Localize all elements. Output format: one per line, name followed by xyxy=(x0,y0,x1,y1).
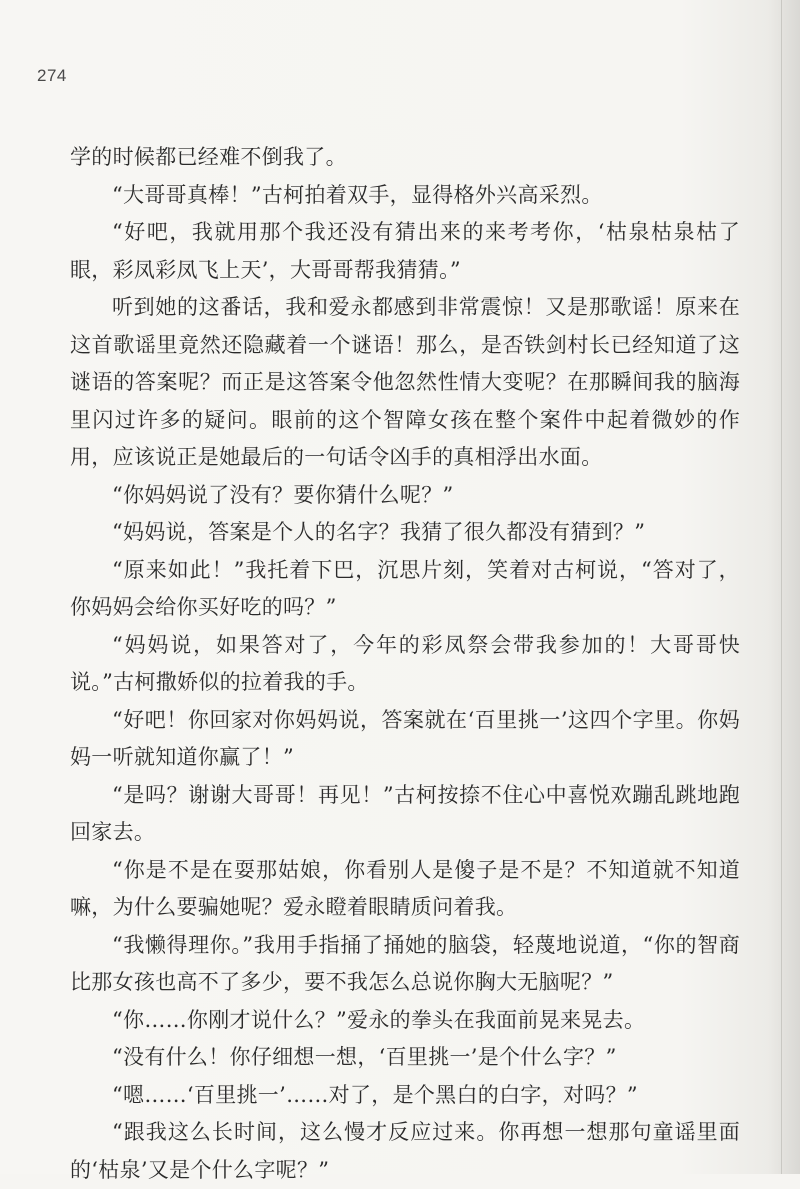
paragraph: “大哥哥真棒！”古柯拍着双手，显得格外兴高采烈。 xyxy=(112,182,603,207)
paragraph: “是吗？谢谢大哥哥！再见！”古柯按捺不住心中喜悦欢蹦乱跳地跑回家去。 xyxy=(70,782,740,844)
paragraph: “没有什么！你仔细想一想，‘百里挑一’是个什么字？” xyxy=(112,1045,617,1069)
paragraph: “妈妈说，如果答对了，今年的彩凤祭会带我参加的！大哥哥快说。”古柯撒娇似的拉着我的手。 xyxy=(70,632,740,694)
paragraph: “跟我这么长时间，这么慢才反应过来。你再想一想那句童谣里面的‘枯泉’又是个什么字呢？” xyxy=(70,1120,740,1182)
paragraph: 听到她的这番话，我和爱永都感到非常震惊！又是那歌谣！原来在这首歌谣里竟然还隐藏着一个谜语！那么，是否铁剑村长已经知道了这谜语的答案呢？而正是这答案令他忽然性情大变呢？在那瞬间我的脑海里闪过许多的疑问。眼前的这个智障女孩在整个案件中起着微妙的作用，应该说正是她最后的一句话令凶手的真相浮出水面。 xyxy=(70,295,740,469)
paragraph: “你是不是在耍那姑娘，你看别人是傻子是不是？不知道就不知道嘛，为什么要骗她呢？爱永瞪着眼睛质问着我。 xyxy=(70,857,740,919)
paragraph: “你妈妈说了没有？要你猜什么呢？” xyxy=(112,482,454,507)
paragraph: “你……你刚才说什么？”爱永的拳头在我面前晃来晃去。 xyxy=(112,1007,646,1032)
page-number: 274 xyxy=(37,66,67,85)
paragraph: “妈妈说，答案是个人的名字？我猜了很久都没有猜到？” xyxy=(112,520,646,544)
paragraph: “原来如此！”我托着下巴，沉思片刻，笑着对古柯说，“答对了，你妈妈会给你买好吃的吗？” xyxy=(70,557,740,619)
paragraph: “我懒得理你。”我用手指捅了捅她的脑袋，轻蔑地说道，“你的智商比那女孩也高不了多少，要不我怎么总说你胸大无脑呢？” xyxy=(70,932,740,994)
text-body xyxy=(70,139,740,1189)
paragraph: “好吧！你回家对你妈妈说，答案就在‘百里挑一’这四个字里。你妈妈一听就知道你赢了！” xyxy=(70,707,740,769)
paragraph: “好吧，我就用那个我还没有猜出来的来考考你，‘枯泉枯泉枯了眼，彩凤彩凤飞上天’，大哥哥帮我猜猜。” xyxy=(70,220,740,282)
paragraph: “嗯……‘百里挑一’……对了，是个黑白的白字，对吗？” xyxy=(112,1082,638,1107)
page-edge-shadow xyxy=(781,0,782,1174)
paragraph: 学的时候都已经难不倒我了。 xyxy=(70,145,347,169)
